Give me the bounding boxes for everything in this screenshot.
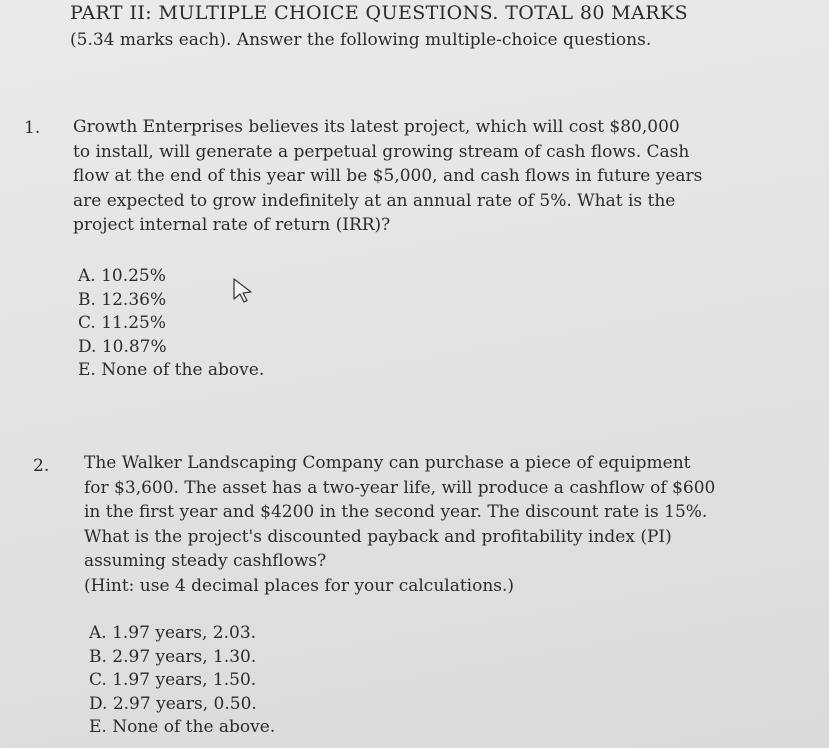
option-a[interactable]: A. 1.97 years, 2.03. bbox=[89, 623, 257, 643]
question-line: flow at the end of this year will be $5,000, and cash flows in future years bbox=[73, 166, 703, 186]
question-line: assuming steady cashflows? bbox=[84, 551, 327, 571]
option-b[interactable]: B. 2.97 years, 1.30. bbox=[89, 646, 257, 667]
question-line: for $3,600. The asset has a two-year life, will produce a cashflow of $600 bbox=[84, 477, 716, 498]
section-instructions: (5.34 marks each). Answer the following multiple-choice questions. bbox=[70, 30, 652, 50]
option-d[interactable]: D. 2.97 years, 0.50. bbox=[89, 693, 257, 714]
question-line: (Hint: use 4 decimal places for your calculations.) bbox=[84, 575, 515, 596]
question-2-number: 2. bbox=[33, 456, 50, 476]
question-line: project internal rate of return (IRR)? bbox=[73, 215, 391, 235]
question-line: are expected to grow indefinitely at an annual rate of 5%. What is the bbox=[73, 190, 676, 211]
question-line: in the first year and $4200 in the second year. The discount rate is 15%. bbox=[84, 502, 708, 522]
question-line: to install, will generate a perpetual growing stream of cash flows. Cash bbox=[73, 141, 690, 162]
option-d[interactable]: D. 10.87% bbox=[78, 336, 167, 357]
option-e[interactable]: E. None of the above. bbox=[89, 717, 276, 737]
question-2-text bbox=[84, 451, 804, 598]
question-1-number: 1. bbox=[24, 118, 41, 138]
mouse-pointer-icon bbox=[231, 277, 259, 303]
question-1-text bbox=[73, 115, 793, 238]
question-line: What is the project's discounted payback and profitability index (PI) bbox=[84, 526, 672, 547]
section-header bbox=[70, 2, 820, 52]
option-c[interactable]: C. 11.25% bbox=[78, 313, 167, 333]
option-b[interactable]: B. 12.36% bbox=[78, 289, 167, 310]
question-2-options bbox=[89, 622, 275, 740]
section-title: PART II: MULTIPLE CHOICE QUESTIONS. TOTAL 80 MARKS bbox=[70, 2, 688, 24]
option-c[interactable]: C. 1.97 years, 1.50. bbox=[89, 670, 257, 690]
option-e[interactable]: E. None of the above. bbox=[78, 360, 265, 380]
question-line: Growth Enterprises believes its latest project, which will cost $80,000 bbox=[73, 117, 680, 137]
question-line: The Walker Landscaping Company can purchase a piece of equipment bbox=[84, 453, 691, 473]
option-a[interactable]: A. 10.25% bbox=[78, 266, 166, 286]
